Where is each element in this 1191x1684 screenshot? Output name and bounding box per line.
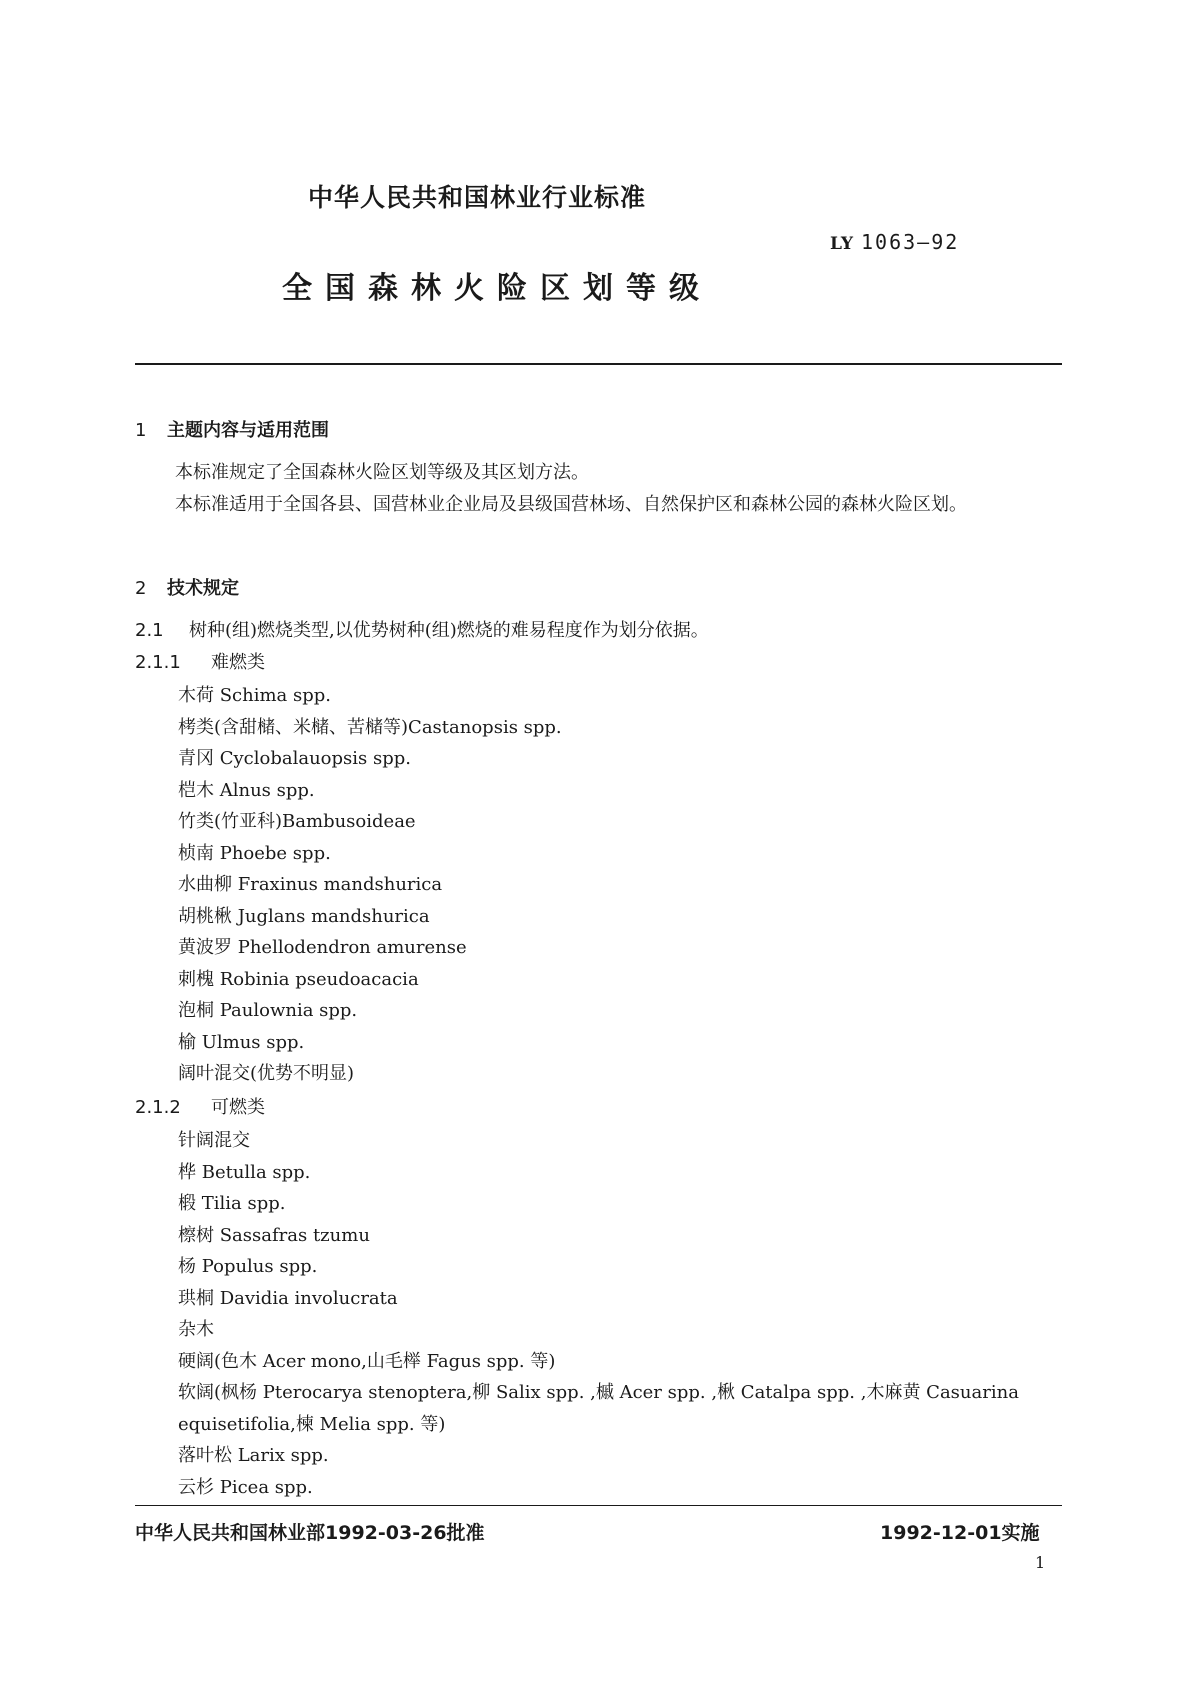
list-item: 阔叶混交(优势不明显) xyxy=(178,1063,355,1084)
clause-2-1 xyxy=(135,616,709,642)
section-1-number: 1 xyxy=(135,420,147,441)
list-item: 杂木 xyxy=(178,1319,214,1340)
list-item: 落叶松 Larix spp. xyxy=(178,1445,329,1466)
standard-code xyxy=(830,230,959,254)
header-divider xyxy=(135,363,1062,365)
softwood-broadleaf-text: 软阔(枫杨 Pterocarya stenoptera,柳 Salix spp. ,槭 Acer spp. ,楸 Catalpa spp. ,木麻黄 Casuarina equisetifolia,楝 Melia spp. 等) xyxy=(178,1382,1019,1435)
list-item: 桦 Betulla spp. xyxy=(178,1161,311,1183)
list-item: 针阔混交 xyxy=(178,1130,250,1151)
list-item: 刺槐 Robinia pseudoacacia xyxy=(178,968,419,990)
softwood-broadleaf-item xyxy=(135,1377,1062,1440)
clause-2-1-text: 树种(组)燃烧类型,以优势树种(组)燃烧的难易程度作为划分依据。 xyxy=(189,620,709,641)
clause-2-1-1-number: 2.1.1 xyxy=(135,652,181,673)
list-item: 硬阔(色木 Acer mono,山毛榉 Fagus spp. 等) xyxy=(178,1350,556,1372)
section-1-heading xyxy=(135,416,329,442)
clause-2-1-2-title: 可燃类 xyxy=(211,1097,265,1118)
list-item: 木荷 Schima spp. xyxy=(178,685,332,706)
standard-type-title: 中华人民共和国林业行业标准 xyxy=(308,183,647,212)
list-item: 榆 Ulmus spp. xyxy=(178,1031,305,1053)
section-1-title: 主题内容与适用范围 xyxy=(167,420,329,441)
conifer-species-list xyxy=(178,1440,329,1503)
list-item: 杨 Populus spp. xyxy=(178,1256,318,1277)
clause-2-1-2 xyxy=(135,1093,265,1119)
clause-2-1-1 xyxy=(135,648,265,674)
footer-divider xyxy=(135,1505,1062,1506)
clause-2-1-1-title: 难燃类 xyxy=(211,652,265,673)
hard-to-burn-species-list xyxy=(178,680,562,1090)
section-1-paragraph-1: 本标准规定了全国森林火险区划等级及其区划方法。 xyxy=(175,462,589,483)
effective-date: 1992-12-01实施 xyxy=(880,1522,1040,1544)
list-item: 竹类(竹亚科)Bambusoideae xyxy=(178,811,416,832)
list-item: 黄波罗 Phellodendron amurense xyxy=(178,937,467,958)
approval-line: 中华人民共和国林业部1992-03-26批准 xyxy=(135,1522,485,1544)
list-item: 桢南 Phoebe spp. xyxy=(178,842,331,864)
combustible-species-list xyxy=(178,1125,555,1377)
section-1-paragraph-2: 本标准适用于全国各县、国营林业企业局及县级国营林场、自然保护区和森林公园的森林火险区划。 xyxy=(175,494,967,515)
section-2-number: 2 xyxy=(135,578,147,599)
list-item: 泡桐 Paulownia spp. xyxy=(178,1000,358,1021)
section-2-title: 技术规定 xyxy=(167,578,239,599)
clause-2-1-2-number: 2.1.2 xyxy=(135,1097,181,1118)
section-2-heading xyxy=(135,574,239,600)
list-item: 水曲柳 Fraxinus mandshurica xyxy=(178,874,443,895)
list-item: 檫树 Sassafras tzumu xyxy=(178,1224,370,1246)
list-item: 胡桃楸 Juglans mandshurica xyxy=(178,905,430,927)
document-title: 全国森林火险区划等级 xyxy=(282,271,712,306)
standard-code-number: 1063—92 xyxy=(861,230,960,254)
list-item: 青冈 Cyclobalauopsis spp. xyxy=(178,748,411,769)
list-item: 珙桐 Davidia involucrata xyxy=(178,1287,398,1309)
list-item: 栲类(含甜槠、米槠、苦槠等)Castanopsis spp. xyxy=(178,716,562,738)
list-item: 椴 Tilia spp. xyxy=(178,1193,286,1214)
list-item: 云杉 Picea spp. xyxy=(178,1476,313,1498)
page-number: 1 xyxy=(1035,1553,1046,1572)
standard-code-prefix: LY xyxy=(830,234,854,254)
clause-2-1-number: 2.1 xyxy=(135,620,164,641)
list-item: 桤木 Alnus spp. xyxy=(178,779,315,801)
